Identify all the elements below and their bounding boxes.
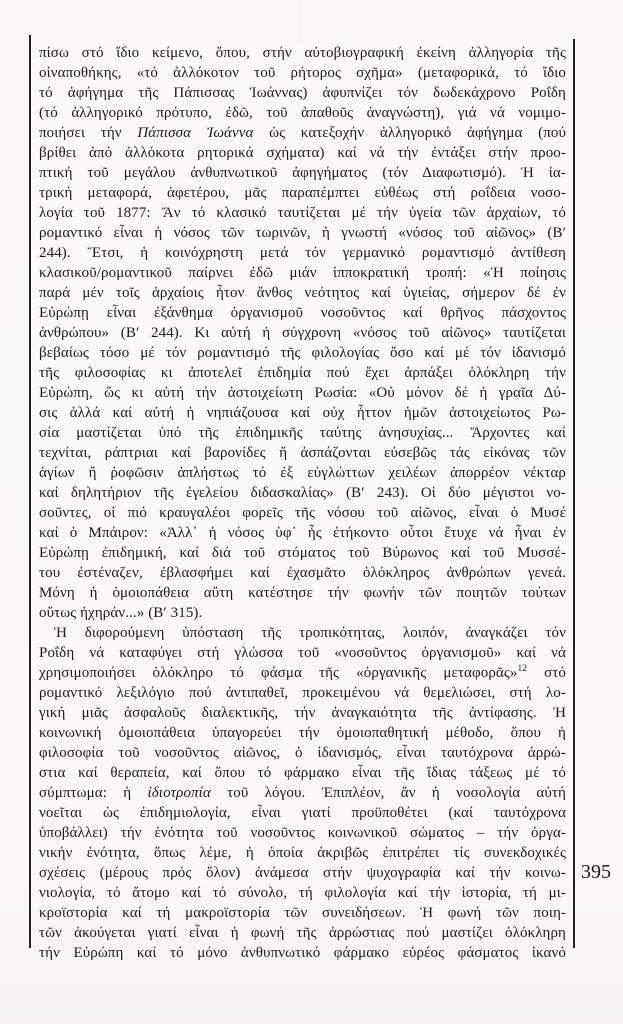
text-line: ρομαντικό λεξιλόγιο πού ἀντιπαθεῖ, προκειμένου νά θεμελιώσει, στή λο- [39, 685, 566, 701]
text-line: ρομαντικό εἶναι ἡ νόσος τῶν τωρινῶν, ἡ γνωστή «νόσος τοῦ αἰῶνος» (Β′ [39, 225, 566, 241]
italic-text: Πάπισσα Ἰωάννα [137, 125, 254, 141]
text-line: Εὐρώπῃ ἐπιδημική, καί διά τοῦ στόματος τοῦ Βύρωνος καί τοῦ Μυσσέ- [39, 545, 566, 561]
text-line: πίσω στό ἴδιο κείμενο, ὅπου, στήν αὐτοβιογραφική ἐκείνη ἀλληγορία τῆς [39, 45, 566, 61]
left-border-line [29, 35, 31, 948]
text-line: νιολογία, τό ἄτομο καί τό σύνολο, τή φιλολογία καί τήν ἱστορία, τή μι- [39, 885, 566, 901]
text-line: νοεῖται ὡς ἐπιδημιολογία, εἶναι γιατί προϋποθέτει (καί ταυτόχρονα [39, 805, 566, 821]
text-line: φιλοσοφία τοῦ νοσοῦντος αἰῶνος, ὁ ἰδανισμός, εἶναι ταυτόχρονα ἀρρώ- [39, 745, 566, 761]
text-line: βρίθει ἀπό ἀλλόκοτα ρητορικά σχήματα) καί νά τήν ἐντάξει στήν προο- [39, 145, 566, 161]
text-line: λογία τοῦ 1877: Ἄν τό κλασικό ταυτίζεται μέ τήν ὑγεία τῶν ἀρχαίων, τό [39, 205, 566, 221]
text-line: Εὐρώπη, ὥς κι αὐτή τήν ἀστοιχείωτη Ρωσία: «Οὐ μόνον δέ ἡ γραῖα Δύ- [39, 385, 566, 401]
text-line: Ἡ διφορούμενη ὑπόσταση τῆς τροπικότητας, λοιπόν, ἀναγκάζει τόν [54, 625, 566, 641]
text-line: κοινωνική ὁμοιοπάθεια ὑπαγορεύει τήν ὁμοιοπαθητική μέθοδο, ὅπου ἡ [39, 725, 566, 741]
text-line: ποιήσει τήν Πάπισσα Ἰωάννα ὡς κατεξοχήν ἀλληγορικό ἀφήγημα (πού [39, 125, 566, 141]
text-line: ὑποβάλλει) τήν ἑνότητα τοῦ νοσοῦντος κοινωνικοῦ σώματος – τήν ὀργα- [39, 825, 566, 841]
italic-text: ἰδιοτροπία [147, 785, 211, 801]
text-line: σύμπτωμα: ἡ ἰδιοτροπία τοῦ λόγου. Ἐπιπλέον, ἄν ἡ νοσολογία αὐτή [39, 785, 566, 801]
text-line: κλασικοῦ/ρομαντικοῦ παίρνει ἐδῶ μιάν ἱπποκρατική τροπή: «Ἡ ποίησις [39, 265, 566, 281]
text-line: πτική τοῦ μεγάλου ἀνθυπνωτικοῦ ἀφηγήματος (τόν Διαφωτισμό). Ἡ ἰα- [39, 165, 566, 181]
text-line: τρική μεταφορά, ἀφετέρου, μᾶς παραπέμπτει εὐθέως στή ροΐδεια νοσο- [39, 185, 566, 201]
text-line: τῶν ἀκούγεται γιατί εἶναι ἡ φωνή τῆς ἀρρώστιας πού μαστίζει ὁλόκληρη [39, 925, 566, 941]
text-line: σοῦντες, οἱ πιό κραυγαλέοι φορεῖς τῆς νόσου τοῦ αἰῶνος, εἶναι ὁ Μυσέ [39, 505, 566, 521]
text-line: Εὐρώπῃ εἶναι ἐξάνθημα ὀργανισμοῦ νοσοῦντος καί θρῆνος πάσχοντος [39, 305, 566, 321]
text-line: τό ἀφήγημα τῆς Πάπισσας Ἰωάννας) ἀφυπνίζει τόν δωδεκάχρονο Ροΐδη [39, 85, 566, 101]
text-line: ἁγίων ἤ ῥοφῶσιν ἀπλήστως τό ἐξ εὐγλώττων χειλέων ἀπορρέον νέκταρ [39, 465, 566, 481]
text-line: τεχνίται, ράπτριαι καί βαρονίδες ἤ ἀσπάζονται εὐσεβῶς τάς εἰκόνας τῶν [39, 445, 566, 461]
text-line: καί ὁ Μπάιρον: «Ἀλλ᾽ ἡ νόσος ὑφ᾽ ἧς ἐτήκοντο οὗτοι ἔτυχε νά ἦναι ἐν [39, 525, 566, 541]
right-border-line [573, 39, 575, 948]
text-line: σία μαστίζεται ὑπό τῆς ἐπιδημικῆς ταύτης ἀνησυχίας... Ἄρχοντες καί [39, 425, 566, 441]
text-line: οὕτως ἠχηράν...» (Β′ 315). [39, 605, 203, 621]
text-column [39, 43, 566, 963]
text-line: οἰναποθήκης, «τό ἀλλόκοτον τοῦ ρήτορος σχῆμα» (μεταφορικά, τό ἴδιο [39, 65, 566, 81]
text-line: κροϊστορία καί τή μακροϊστορία τῶν συνειδήσεων. Ἡ φωνή τῶν ποιη- [39, 905, 566, 921]
footnote-reference: 12 [517, 664, 528, 674]
text-line: χρησιμοποιήσει ὁλόκληρο τό φάσμα τῆς «ὀργανικῆς μεταφορᾶς»$^{12}$ στό [39, 664, 567, 681]
text-line: ἀνθρώπου» (Β′ 244). Κι αὐτή ἡ σύγχρονη «νόσος τοῦ αἰῶνος» ταυτίζεται [39, 325, 566, 341]
text-line: παρά μέν τοῖς ἀρχαίοις ἦτον ἄνθος νεότητος καί ὑγιείας, σήμερον δέ ἐν [39, 285, 566, 301]
text-line: σις ἀλλά καί αὐτή ἡ νηπιάζουσα καί οὐχ ἧττον ἡμῶν ἀστοιχείωτος Ρω- [39, 405, 566, 421]
text-line: του ἐστέναζεν, ἐβλασφήμει καί ἐχασμᾶτο ὁλόκληρος ἀνθρώπων γενεά. [39, 565, 566, 581]
text-line: καί δηλητήριον τῆς ἐγελείου διδασκαλίας» (Β′ 243). Οἱ δύο μέγιστοι νο- [39, 485, 566, 501]
page-number: 395 [581, 861, 611, 883]
text-line: Ροΐδη νά καταφύγει στή γλώσσα τοῦ «νοσοῦντος ὀργανισμοῦ» καί νά [39, 645, 566, 661]
text-line: γική μιᾶς ἀσφαλοῦς διαλεκτικῆς, τήν ἀναγκαιότητα τῆς ἀντίφασης. Ἡ [39, 705, 566, 721]
text-line: Μόνη ἡ ὁμοιοπάθεια αὕτη κατέστησε τήν φωνήν τῶν ποιητῶν τούτων [39, 585, 566, 601]
text-line: τήν Εὐρώπη καί τό μόνο ἀνθυπνωτικό φάρμακο εὐρέος φάσματος ἱκανό [39, 945, 566, 961]
text-line: στια καί θεραπεία, καί ὅπου τό φάρμακο εἶναι τῆς ἴδιας τάξεως μέ τό [39, 765, 566, 781]
text-line: βεβαίως τόσο μέ τόν ρομαντισμό τῆς φιλολογίας ὅσο καί μέ τόν ἰδανισμό [39, 345, 566, 361]
text-line: (τό ἀλληγορικό πρότυπο, ἐδῶ, τοῦ ἀπαθοῦς ἀναγνώστη), γιά νά νομιμο- [39, 105, 566, 121]
text-line: τῆς φιλοσοφίας κι ἀποτελεῖ ἐπιδημία πού ἔχει ἁρπάξει ὁλόκληρη τήν [39, 365, 566, 381]
scan-crease [295, 0, 305, 42]
text-line: νικήν ἑνότητα, ὅπως λέμε, ἡ ὁποία ἀκριβῶς ἐπιτρέπει τίς συνεκδοχικές [39, 845, 566, 861]
text-line: 244). Ἔτσι, ἡ κοινόχρηστη μετά τόν γερμανικό ρομαντισμό ἀντίθεση [39, 245, 566, 261]
text-line: σχέσεις (μέρους πρός ὅλον) ἀνάμεσα στήν ψυχογραφία καί τήν κοινω- [39, 865, 566, 881]
